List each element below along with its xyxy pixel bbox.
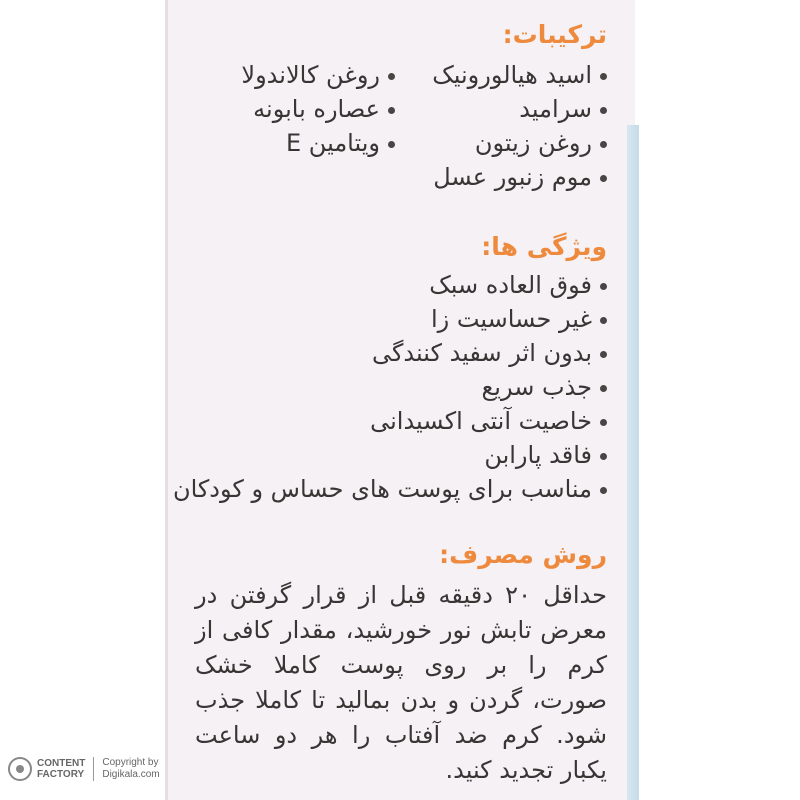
bullet-icon <box>388 107 395 114</box>
ingredients-heading: ترکیبات: <box>502 20 607 49</box>
ingredients-column-right <box>395 58 607 194</box>
usage-heading: روش مصرف: <box>439 540 607 569</box>
feature-item: فوق العاده سبک <box>195 268 607 302</box>
ingredient-item: سرامید <box>395 92 607 126</box>
ingredients-column-left <box>195 58 395 194</box>
feature-item: خاصیت آنتی اکسیدانی <box>195 404 607 438</box>
content-factory-logo-icon <box>8 757 32 781</box>
ingredient-item: روغن کالاندولا <box>195 58 395 92</box>
ingredient-item: عصاره بابونه <box>195 92 395 126</box>
bullet-icon <box>600 175 607 182</box>
bullet-icon <box>600 487 607 494</box>
bullet-icon <box>600 385 607 392</box>
bullet-icon <box>600 351 607 358</box>
feature-item: غیر حساسیت زا <box>195 302 607 336</box>
usage-section <box>195 540 607 800</box>
box-edge <box>165 0 168 800</box>
watermark-brand-line2: FACTORY <box>37 769 85 780</box>
ingredient-item: روغن زیتون <box>395 126 607 160</box>
bullet-icon <box>600 107 607 114</box>
watermark <box>8 757 160 781</box>
bullet-icon <box>600 317 607 324</box>
features-list <box>172 268 607 506</box>
bullet-icon <box>600 141 607 148</box>
features-section <box>172 232 607 506</box>
bullet-icon <box>388 73 395 80</box>
ingredient-item: اسید هیالورونیک <box>395 58 607 92</box>
usage-text: حداقل ۲۰ دقیقه قبل از قرار گرفتن در معرض تابش نور خورشید، مقدار کافی از کرم را بر روی پوست کاملا خشک صورت، گردن و بدن بمالید تا کاملا جذب شود. کرم ضد آفتاب را هر دو ساعت یکبار تجدید کنید. <box>195 581 607 784</box>
right-background <box>635 0 800 800</box>
feature-item: جذب سریع <box>195 370 607 404</box>
ingredients-list <box>195 58 607 194</box>
watermark-copy-line2: Digikala.com <box>102 769 160 780</box>
box-side-strip <box>627 125 639 800</box>
feature-item: فاقد پارابن <box>195 438 607 472</box>
bullet-icon <box>388 141 395 148</box>
features-heading: ویژگی ها: <box>481 232 607 261</box>
ingredients-section <box>195 20 607 194</box>
bullet-icon <box>600 453 607 460</box>
feature-item: مناسب برای پوست های حساس و کودکان <box>195 472 607 506</box>
feature-item: بدون اثر سفید کنندگی <box>195 336 607 370</box>
bullet-icon <box>600 73 607 80</box>
ingredient-item: موم زنبور عسل <box>395 160 607 194</box>
watermark-copyright <box>102 757 159 781</box>
watermark-brand-line1: CONTENT <box>37 758 86 769</box>
watermark-copy-line1: Copyright by <box>102 757 159 768</box>
bullet-icon <box>600 419 607 426</box>
watermark-divider <box>93 757 94 781</box>
ingredient-item: ویتامین E <box>195 126 395 160</box>
bullet-icon <box>600 283 607 290</box>
watermark-brand <box>37 758 85 780</box>
